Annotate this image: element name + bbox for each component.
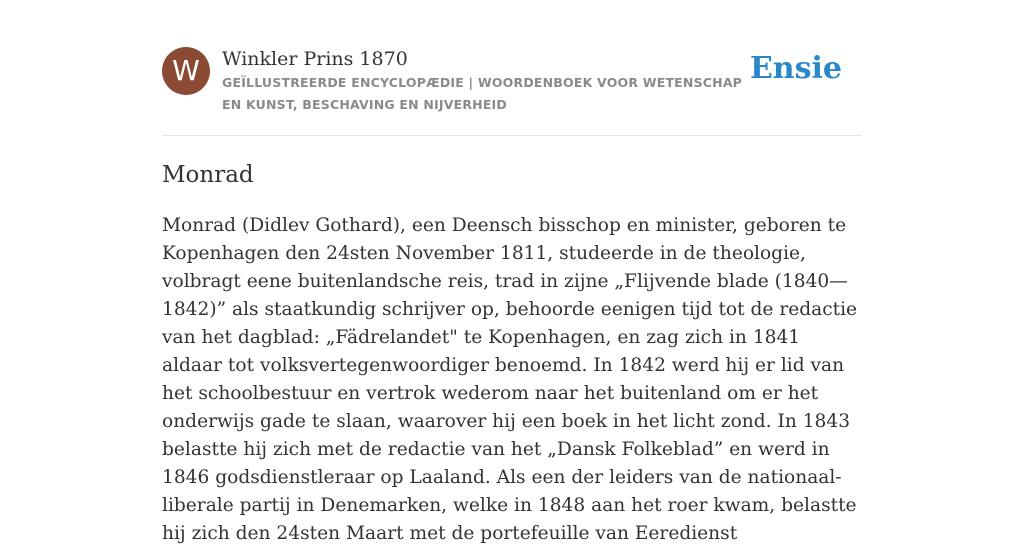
source-avatar[interactable]: W [162, 47, 210, 95]
article-title: Monrad [162, 162, 254, 188]
ensie-logo-link[interactable]: Ensie [749, 51, 842, 86]
source-title[interactable]: Winkler Prins 1870 [222, 48, 408, 70]
source-subtitle: GEÏLLUSTREERDE ENCYCLOPÆDIE | WOORDENBOEK VOOR WETENSCHAP EN KUNST, BESCHAVING EN NIJVERHEID [222, 75, 743, 112]
source-header [162, 47, 862, 136]
article-body: Monrad (Didlev Gothard), een Deensch bisschop en minister, geboren te Kopenhagen den 24sten November 1811, studeerde in de theologie, volbragt eene buitenlandsche reis, trad in zijne „Flijvende blade (1840—1842)” als staatkundig schrijver op, behoorde eenigen tijd tot de redactie van het dagblad: „Fädrelandet" te Kopenhagen, en zag zich in 1841 aldaar tot volksvertegenwoordiger benoemd. In 1842 werd hij er lid van het schoolbestuur en vertrok wederom naar het buitenland om er het onderwijs gade te slaan, waarover hij een boek in het licht zond. In 1843 belastte hij zich met de redactie van het „Dansk Folkeblad” en werd in 1846 godsdienstleraar op Laaland. Als een der leiders van de nationaal-liberale partij in Denemarken, welke in 1848 aan het roer kwam, belastte hij zich den 24sten Maart met de portefeuille van Eeredienst [162, 215, 858, 544]
